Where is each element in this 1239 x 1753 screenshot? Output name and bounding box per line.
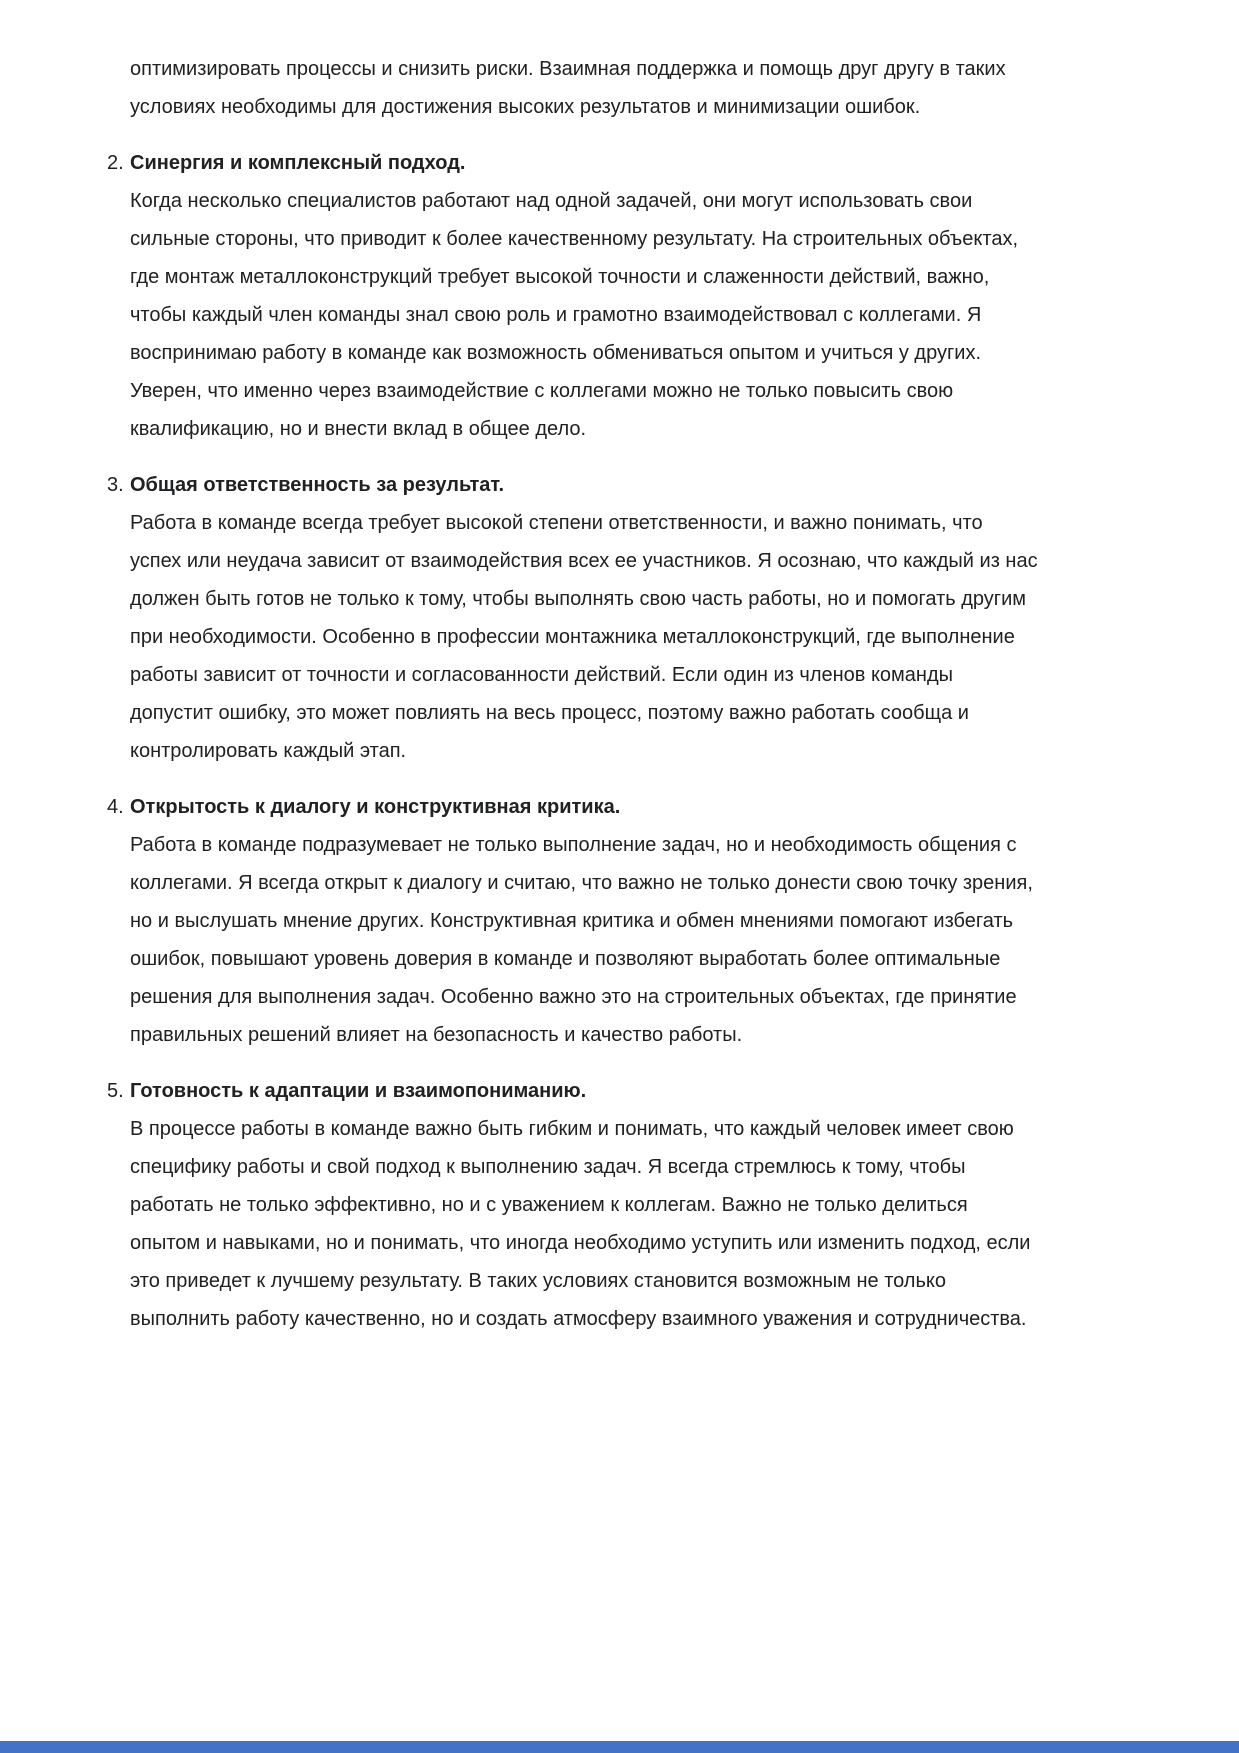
item-content (130, 788, 1039, 1054)
item-title: Открытость к диалогу и конструктивная критика. (130, 796, 621, 818)
item-title: Общая ответственность за результат. (130, 474, 505, 496)
item-number: 3. (107, 474, 124, 496)
item-body: Работа в команде подразумевает не только выполнение задач, но и необходимость общения с коллегами. Я всегда открыт к диалогу и считаю, что важно не только донести свою точку зрения, но и выслушать мнение других. Конструктивная критика и обмен мнениями помогают избегать ошибок, повышают уровень доверия в команде и позволяют выработать более оптимальные решения для выполнения задач. Особенно важно это на строительных объектах, где принятие правильных решений влияет на безопасность и качество работы. (130, 834, 1033, 1046)
item-content (130, 466, 1039, 770)
item-body: В процессе работы в команде важно быть гибким и понимать, что каждый человек имеет свою специфику работы и свой подход к выполнению задач. Я всегда стремлюсь к тому, чтобы работать не только эффективно, но и с уважением к коллегам. Важно не только делиться опытом и навыками, но и понимать, что иногда необходимо уступить или изменить подход, если это приведет к лучшему результату. В таких условиях становится возможным не только выполнить работу качественно, но и создать атмосферу взаимного уважения и сотрудничества. (130, 1118, 1031, 1330)
item-title: Синергия и комплексный подход. (130, 152, 466, 174)
item-body: Когда несколько специалистов работают над одной задачей, они могут использовать свои сильные стороны, что приводит к более качественному результату. На строительных объектах, где монтаж металлоконструкций требует высокой точности и слаженности действий, важно, чтобы каждый член команды знал свою роль и грамотно взаимодействовал с коллегами. Я воспринимаю работу в команде как возможность обмениваться опытом и учиться у других. Уверен, что именно через взаимодействие с коллегами можно не только повысить свою квалификацию, но и внести вклад в общее дело. (130, 190, 1019, 440)
item-title: Готовность к адаптации и взаимопониманию. (130, 1080, 587, 1102)
item-body: Работа в команде всегда требует высокой степени ответственности, и важно понимать, что успех или неудача зависит от взаимодействия всех ее участников. Я осознаю, что каждый из нас должен быть готов не только к тому, чтобы выполнять свою часть работы, но и помогать другим при необходимости. Особенно в профессии монтажника металлоконструкций, где выполнение работы зависит от точности и согласованности действий. Если один из членов команды допустит ошибку, это может повлиять на весь процесс, поэтому важно работать сообща и контролировать каждый этап. (130, 512, 1038, 762)
item-content (130, 144, 1039, 448)
list-item (107, 144, 1039, 448)
item-number: 4. (107, 796, 124, 818)
list-item (107, 466, 1039, 770)
continuation-paragraph: оптимизировать процессы и снизить риски. Взаимная поддержка и помощь друг другу в таких условиях необходимы для достижения высоких результатов и минимизации ошибок. (130, 58, 1006, 118)
item-number: 2. (107, 152, 124, 174)
footer-accent-bar (0, 1741, 1239, 1753)
item-number: 5. (107, 1080, 124, 1102)
list-item (107, 1072, 1039, 1338)
item-content (130, 1072, 1039, 1338)
list-item (107, 788, 1039, 1054)
